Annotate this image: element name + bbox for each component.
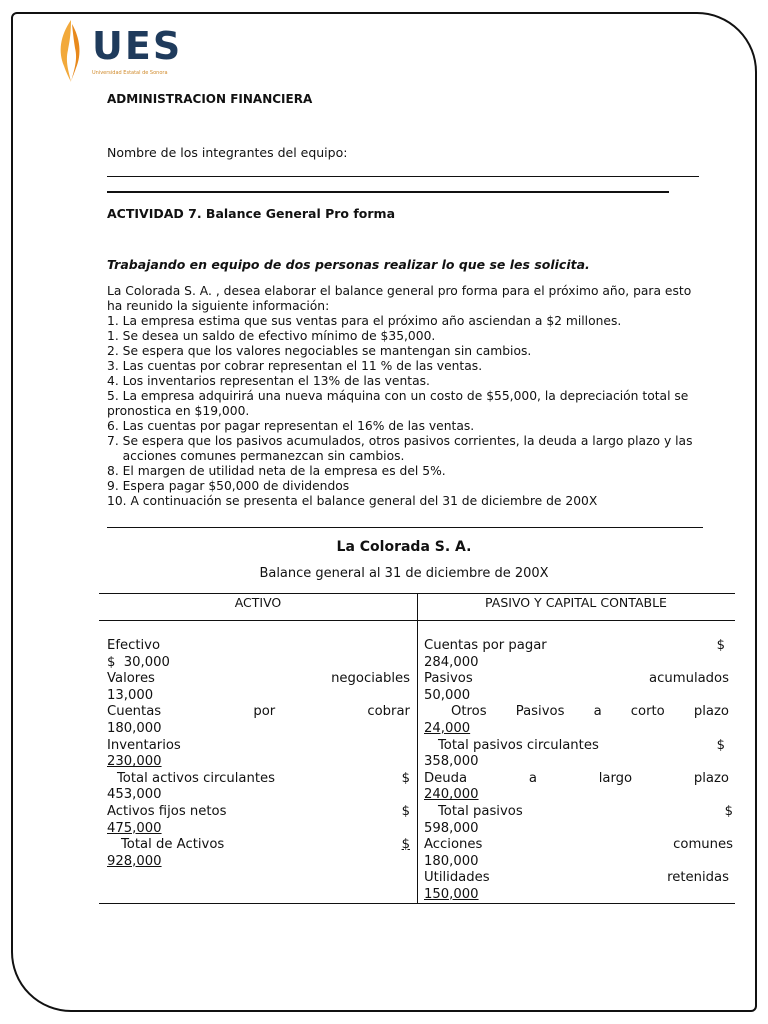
liab-label: plazo xyxy=(693,704,729,720)
liab-amount: 358,000 xyxy=(424,754,479,770)
liab-amount: 598,000 xyxy=(424,820,479,836)
liab-value xyxy=(424,754,733,771)
name-line-1 xyxy=(107,176,699,177)
asset-label: Efectivo xyxy=(107,638,161,653)
asset-value xyxy=(107,787,410,804)
asset-row-inventory xyxy=(107,738,410,755)
table-column-divider xyxy=(417,593,418,903)
liab-row-accrued xyxy=(424,671,733,688)
body-line: 3. Las cuentas por cobrar representan el 11 % de las ventas. xyxy=(107,359,483,373)
liab-value xyxy=(424,655,733,672)
liab-amount: 150,000 xyxy=(424,886,479,902)
liab-label: largo xyxy=(598,770,633,786)
asset-value xyxy=(107,754,410,771)
asset-row-receivables xyxy=(107,704,410,721)
liab-value xyxy=(424,688,733,705)
liab-label: Otros xyxy=(451,704,487,720)
liab-label: Cuentas por pagar xyxy=(424,638,547,653)
asset-amount: 180,000 xyxy=(107,720,162,736)
liab-value xyxy=(424,821,733,838)
liab-row-total-current xyxy=(424,738,733,755)
asset-row-cash xyxy=(107,638,410,655)
asset-amount: 928,000 xyxy=(107,853,162,869)
liab-label: Deuda xyxy=(424,770,468,786)
liab-label: comunes xyxy=(673,837,733,853)
asset-label: Activos fijos netos xyxy=(107,803,227,819)
asset-row-total xyxy=(107,837,410,854)
liab-value xyxy=(424,787,733,804)
dollar-sign: $ xyxy=(401,803,410,819)
dollar-sign: $ xyxy=(716,737,725,753)
asset-label: Total activos circulantes xyxy=(117,770,276,786)
body-line: acciones comunes permanezcan sin cambios. xyxy=(107,449,405,463)
body-line: 1. La empresa estima que sus ventas para el próximo año asciendan a $2 millones. xyxy=(107,314,622,328)
liab-label: acumulados xyxy=(649,671,729,687)
asset-label: negociables xyxy=(331,671,410,687)
body-line: La Colorada S. A. , desea elaborar el balance general pro forma para el próximo año, para esto xyxy=(107,284,692,298)
problem-statement xyxy=(107,284,707,509)
liab-label: Acciones xyxy=(424,837,483,853)
asset-label: por xyxy=(253,704,276,720)
ues-logo xyxy=(56,18,206,84)
assets-header: ACTIVO xyxy=(234,595,282,610)
body-line: 10. A continuación se presenta el balance general del 31 de diciembre de 200X xyxy=(107,494,598,508)
liab-value xyxy=(424,721,733,738)
liab-label: Total pasivos circulantes xyxy=(438,737,599,753)
liab-row-longterm xyxy=(424,771,733,788)
liab-value xyxy=(424,887,733,904)
asset-label: Inventarios xyxy=(107,737,181,753)
asset-value xyxy=(107,655,410,672)
liab-amount: 180,000 xyxy=(424,853,479,869)
asset-row-securities xyxy=(107,671,410,688)
separator-line xyxy=(107,527,703,528)
asset-amount: 475,000 xyxy=(107,820,162,836)
liabilities-column xyxy=(424,638,733,904)
liab-amount: 50,000 xyxy=(424,687,471,703)
company-name: La Colorada S. A. xyxy=(336,539,472,555)
asset-value xyxy=(107,821,410,838)
logo-wordmark: UES xyxy=(92,24,183,68)
assets-column xyxy=(107,638,410,870)
instruction: Trabajando en equipo de dos personas realizar lo que se les solicita. xyxy=(107,257,590,272)
liab-row-other xyxy=(424,704,733,721)
liab-value xyxy=(424,854,733,871)
liab-label: plazo xyxy=(693,770,729,786)
name-line-2 xyxy=(107,191,669,193)
liab-label: a xyxy=(528,770,537,786)
balance-date: Balance general al 31 de diciembre de 200X xyxy=(259,566,549,581)
body-line: 7. Se espera que los pasivos acumulados, otros pasivos corrientes, la deuda a largo plazo y las xyxy=(107,434,693,448)
activity-title: ACTIVIDAD 7. Balance General Pro forma xyxy=(107,206,396,221)
body-line: 8. El margen de utilidad neta de la empresa es del 5%. xyxy=(107,464,446,478)
dollar-sign: $ xyxy=(716,638,725,653)
asset-label: Cuentas xyxy=(107,704,162,720)
dollar-sign: $ xyxy=(401,837,410,853)
asset-value xyxy=(107,854,410,871)
asset-label: Total de Activos xyxy=(121,837,225,853)
asset-amount: 230,000 xyxy=(107,754,162,770)
liab-row-stock xyxy=(424,837,733,854)
asset-amount: $ 30,000 xyxy=(107,654,170,670)
liab-amount: 240,000 xyxy=(424,787,479,803)
asset-amount: 453,000 xyxy=(107,787,162,803)
body-line: 4. Los inventarios representan el 13% de las ventas. xyxy=(107,374,430,388)
body-line: 2. Se espera que los valores negociables se mantengan sin cambios. xyxy=(107,344,532,358)
liab-amount: 284,000 xyxy=(424,654,479,670)
body-line: 5. La empresa adquirirá una nueva máquina con un costo de $55,000, la depreciación total se xyxy=(107,389,689,403)
flame-icon xyxy=(56,18,86,84)
course-title: ADMINISTRACION FINANCIERA xyxy=(107,92,313,106)
asset-label: cobrar xyxy=(367,704,410,720)
liabilities-header: PASIVO Y CAPITAL CONTABLE xyxy=(485,595,667,610)
asset-row-fixed xyxy=(107,804,410,821)
body-line: 1. Se desea un saldo de efectivo mínimo de $35,000. xyxy=(107,329,436,343)
liab-label: corto xyxy=(630,704,665,720)
body-line: 6. Las cuentas por pagar representan el 16% de las ventas. xyxy=(107,419,475,433)
asset-label: Valores xyxy=(107,671,155,687)
asset-value xyxy=(107,721,410,738)
liab-label: retenidas xyxy=(667,870,729,886)
liab-label: Utilidades xyxy=(424,870,490,886)
body-line: pronostica en $19,000. xyxy=(107,404,250,418)
liab-amount: 24,000 xyxy=(424,720,471,736)
logo-subtitle: Universidad Estatal de Sonora xyxy=(92,70,168,76)
dollar-sign: $ xyxy=(724,803,733,819)
team-label: Nombre de los integrantes del equipo: xyxy=(107,145,348,160)
dollar-sign: $ xyxy=(401,770,410,786)
liab-label: Total pasivos xyxy=(438,803,523,819)
liab-row-retained xyxy=(424,870,733,887)
liab-row-payables xyxy=(424,638,733,655)
liab-label: Pasivos xyxy=(515,704,565,720)
liab-label: Pasivos xyxy=(424,671,473,687)
liab-row-total xyxy=(424,804,733,821)
asset-value xyxy=(107,688,410,705)
asset-row-total-current xyxy=(107,771,410,788)
liab-label: a xyxy=(593,704,602,720)
asset-amount: 13,000 xyxy=(107,687,154,703)
body-line: ha reunido la siguiente información: xyxy=(107,299,330,313)
body-line: 9. Espera pagar $50,000 de dividendos xyxy=(107,479,350,493)
